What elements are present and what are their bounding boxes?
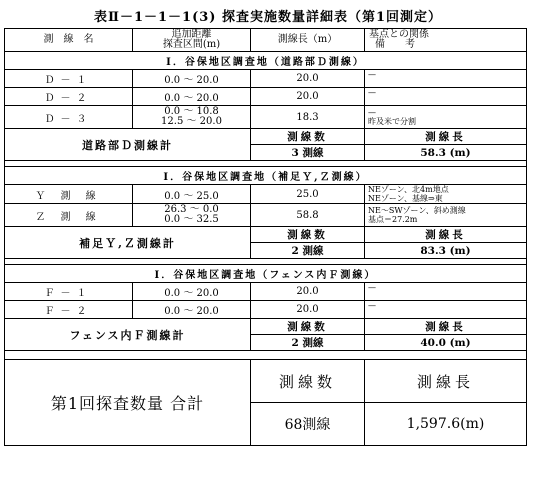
section-heading: Ⅰ．谷保地区調査地（道路部Ｄ測線） (5, 52, 527, 70)
table-title: 表Ⅱ－1－1－1(3) 探査実施数量詳細表（第1回測定） (93, 10, 442, 25)
summary-values: 2 測線 40.0 (m) (5, 335, 527, 351)
header-row (5, 29, 527, 52)
grand-total-values: 68測線 1,597.6(m) (5, 403, 527, 446)
header-distance: 追加距離 探査区間(m) (133, 29, 251, 52)
header-line-name: 測 線 名 (5, 29, 133, 52)
table-row: Ｄ－３ 0.0 ～ 10.8 12.5 ～ 20.0 18.3 — 昨及米で分割 (5, 106, 527, 129)
table-row: Ｚ 測 線 26.3 ～ 0.0 0.0 ～ 32.5 58.8 NE～SWゾーン、斜め測線 基点＝27.2m (5, 204, 527, 227)
table-row: Ｆ－１ 0.0 ～ 20.0 20.0 — (5, 283, 527, 301)
header-remark: 基点との関係 備 考 (365, 29, 527, 52)
summary-row: 補足Ｙ,Ｚ測線計 測線数 測線長 (5, 227, 527, 243)
summary-values: 2 測線 83.3 (m) (5, 243, 527, 259)
section-heading: Ⅰ．谷保地区調査地（補足Ｙ,Ｚ測線） (5, 167, 527, 185)
summary-values: 3 測線 58.3 (m) (5, 145, 527, 161)
header-length: 測線長（m） (251, 29, 365, 52)
table-row: Ｄ－２ 0.0 ～ 20.0 20.0 — (5, 88, 527, 106)
grand-total-row: 第1回探査数量 合計 測線数 測線長 (5, 360, 527, 403)
table-row: Ｙ 測 線 0.0 ～ 25.0 25.0 NEゾーン、北4m地点 NEゾーン、基線⇒東 (5, 185, 527, 204)
table-row: Ｆ－２ 0.0 ～ 20.0 20.0 — (5, 301, 527, 319)
quantity-table (4, 28, 527, 446)
summary-row: フェンス内Ｆ測線計 測線数 測線長 (5, 319, 527, 335)
section-heading: Ⅰ．谷保地区調査地（フェンス内Ｆ測線） (5, 265, 527, 283)
table-row: Ｄ－１ 0.0 ～ 20.0 20.0 — (5, 70, 527, 88)
summary-row: 道路部Ｄ測線計 測線数 測線長 (5, 129, 527, 145)
